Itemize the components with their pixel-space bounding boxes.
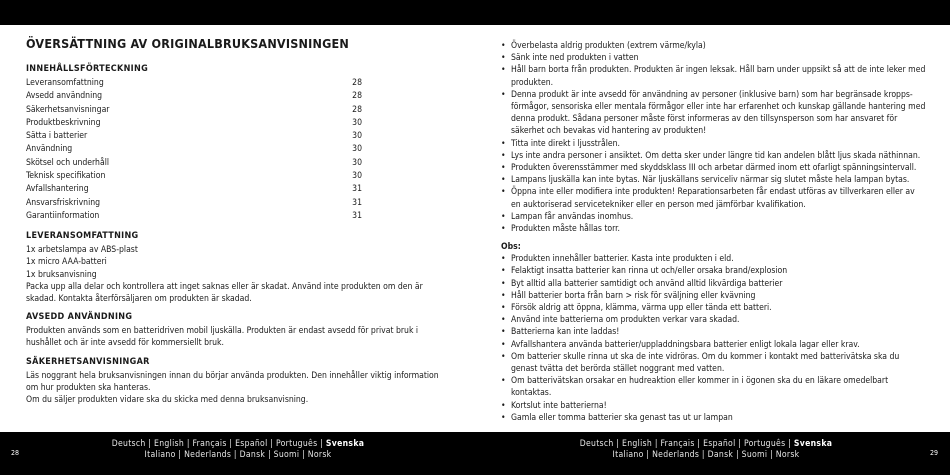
safety-heading: SÄKERHETSANVISNINGAR <box>26 356 150 367</box>
list-item: • Håll barn borta från produkten. Produkten är ingen leksak. Håll barn under uppsikt så att de inte leker med produkten. <box>501 64 926 88</box>
list-item: • Gamla eller tomma batterier ska genast tas ut ur lampan <box>501 412 926 424</box>
toc-row <box>26 90 362 103</box>
language-nav-right <box>576 439 836 461</box>
list-item: • Kortslut inte batterierna! <box>501 400 926 412</box>
list-item: • Avfallshantera använda batterier/uppladdningsbara batterier enligt lokala lagar eller krav. <box>501 339 926 351</box>
toc-label: Säkerhetsanvisningar <box>26 104 110 115</box>
safety-bullet-list <box>501 40 926 235</box>
toc-label: Teknisk specifikation <box>26 171 106 182</box>
toc-label: Garantiinformation <box>26 210 100 221</box>
list-item: • Lampans ljuskälla kan inte bytas. När ljuskällans serviceliv närmar sig slutet måste hela lampan bytas. <box>501 174 926 186</box>
toc-row <box>26 104 362 117</box>
language-list: Deutsch | English | Français | Español | Português | <box>111 439 326 449</box>
language-nav-left <box>108 439 368 461</box>
toc-page-number: 30 <box>352 131 362 142</box>
toc-page-number: 28 <box>352 78 362 88</box>
toc-row <box>26 77 362 90</box>
list-item: • Använd inte batterierna om produkten verkar vara skadad. <box>501 314 926 326</box>
battery-bullet-list <box>501 253 926 424</box>
safety-section <box>26 357 446 407</box>
toc-row <box>26 157 362 170</box>
list-item: • Lampan får användas inomhus. <box>501 211 926 223</box>
toc-label: Användning <box>26 144 73 155</box>
safety-text-1: Läs noggrant hela bruksanvisningen innan du börjar använda produkten. Den innehåller viktig information om hur produkten ska hanteras. <box>26 370 439 393</box>
list-item: • Håll batterier borta från barn > risk för sväljning eller kvävning <box>501 290 926 302</box>
scope-section <box>26 231 446 305</box>
toc-row <box>26 210 362 223</box>
toc-page-number: 31 <box>352 197 362 208</box>
toc-page-number: 31 <box>352 184 362 195</box>
list-item: • Byt alltid alla batterier samtidigt och använd alltid likvärdiga batterier <box>501 278 926 290</box>
list-item: • Öppna inte eller modifiera inte produkten! Reparationsarbeten får endast utföras av tillverkaren eller av en auktoriserad servicetekniker eller en person med jämförbar kvalifikation. <box>501 186 926 210</box>
intended-use-text: Produkten används som en batteridriven mobil ljuskälla. Produkten är endast avsedd för privat bruk i hushållet och är inte avsedd för kommersiellt bruk. <box>26 326 419 349</box>
obs-label: Obs: <box>501 242 521 253</box>
toc-heading: INNEHÅLLSFÖRTECKNING <box>26 64 149 74</box>
scope-item: 1x micro AAA-batteri <box>26 257 107 268</box>
page-number-left: 28 <box>11 449 20 457</box>
toc-label: Skötsel och underhåll <box>26 157 109 168</box>
list-item: • Felaktigt insatta batterier kan rinna ut och/eller orsaka brand/explosion <box>501 265 926 277</box>
toc-label: Leveransomfattning <box>26 78 104 88</box>
toc-row <box>26 183 362 196</box>
toc-page-number: 30 <box>352 171 362 182</box>
table-of-contents <box>26 77 446 223</box>
list-item: • Överbelasta aldrig produkten (extrem värme/kyla) <box>501 40 926 52</box>
right-page <box>501 40 926 424</box>
toc-label: Ansvarsfriskrivning <box>26 197 101 208</box>
toc-label: Sätta i batterier <box>26 131 88 142</box>
scope-heading: LEVERANSOMFATTNING <box>26 231 139 242</box>
list-item: • Försök aldrig att öppna, klämma, värma upp eller tända ett batteri. <box>501 302 926 314</box>
toc-row <box>26 143 362 156</box>
language-list-line2: Italiano | Nederlands | Dansk | Suomi | Norsk <box>612 450 800 460</box>
active-language: Svenska <box>793 439 833 449</box>
toc-page-number: 30 <box>352 144 362 155</box>
footer-bar <box>0 432 950 475</box>
toc-row <box>26 130 362 143</box>
toc-label: Avfallshantering <box>26 184 89 195</box>
scope-item: 1x bruksanvisning <box>26 269 97 280</box>
toc-page-number: 30 <box>352 157 362 168</box>
list-item: • Produkten innehåller batterier. Kasta inte produkten i eld. <box>501 253 926 265</box>
safety-text-2: Om du säljer produkten vidare ska du skicka med denna bruksanvisning. <box>26 395 309 406</box>
toc-row <box>26 117 362 130</box>
page-title: ÖVERSÄTTNING AV ORIGINALBRUKSANVISNINGEN <box>26 36 350 51</box>
list-item: • Titta inte direkt i ljusstrålen. <box>501 138 926 150</box>
top-bar <box>0 0 950 25</box>
page-number-right: 29 <box>930 449 939 457</box>
list-item: • Produkten överensstämmer med skyddsklass III och arbetar därmed inom ett ofarligt spänningsintervall. <box>501 162 926 174</box>
toc-label: Produktbeskrivning <box>26 117 101 128</box>
scope-list <box>26 244 446 281</box>
list-item: • Sänk inte ned produkten i vatten <box>501 52 926 64</box>
scope-text: Packa upp alla delar och kontrollera att inget saknas eller är skadat. Använd inte produkten om den är skadad. Kontakta återförsäljaren om produkten är skadad. <box>26 281 423 305</box>
language-list: Deutsch | English | Français | Español | Português | <box>579 439 794 449</box>
toc-page-number: 30 <box>352 117 362 128</box>
list-item: • Produkten måste hållas torr. <box>501 223 926 235</box>
scope-item: 1x arbetslampa av ABS-plast <box>26 245 138 256</box>
toc-row <box>26 197 362 210</box>
list-item: • Om batterier skulle rinna ut ska de inte vidröras. Om du kommer i kontakt med batterivätska ska du genast tvätta det berörda stället noggrant med vatten. <box>501 351 926 375</box>
intended-use-heading: AVSEDD ANVÄNDNING <box>26 312 133 323</box>
toc-row <box>26 170 362 183</box>
toc-label: Avsedd användning <box>26 91 103 102</box>
toc-page-number: 28 <box>352 91 362 102</box>
toc-page-number: 31 <box>352 210 362 221</box>
list-item: • Denna produkt är inte avsedd för användning av personer (inklusive barn) som har begränsade kroppsförmågor, sensoriska eller mentala förmågor eller inte har erfarenhet och kunskap gällande hantering med denna produkt. Sådana personer måste först informeras av den tillsynsperson som har ansvaret för säkerhet och bevakas vid hantering av produkten! <box>501 89 926 138</box>
active-language: Svenska <box>325 439 365 449</box>
list-item: • Lys inte andra personer i ansiktet. Om detta sker under längre tid kan andelen blått ljus skada näthinnan. <box>501 150 926 162</box>
toc-page-number: 28 <box>352 104 362 115</box>
list-item: • Om batterivätskan orsakar en hudreaktion eller kommer in i ögonen ska du en läkare omedelbart kontaktas. <box>501 375 926 399</box>
intended-use-section <box>26 312 446 349</box>
language-list-line2: Italiano | Nederlands | Dansk | Suomi | Norsk <box>144 450 332 460</box>
list-item: • Batterierna kan inte laddas! <box>501 326 926 338</box>
left-page <box>26 36 446 413</box>
